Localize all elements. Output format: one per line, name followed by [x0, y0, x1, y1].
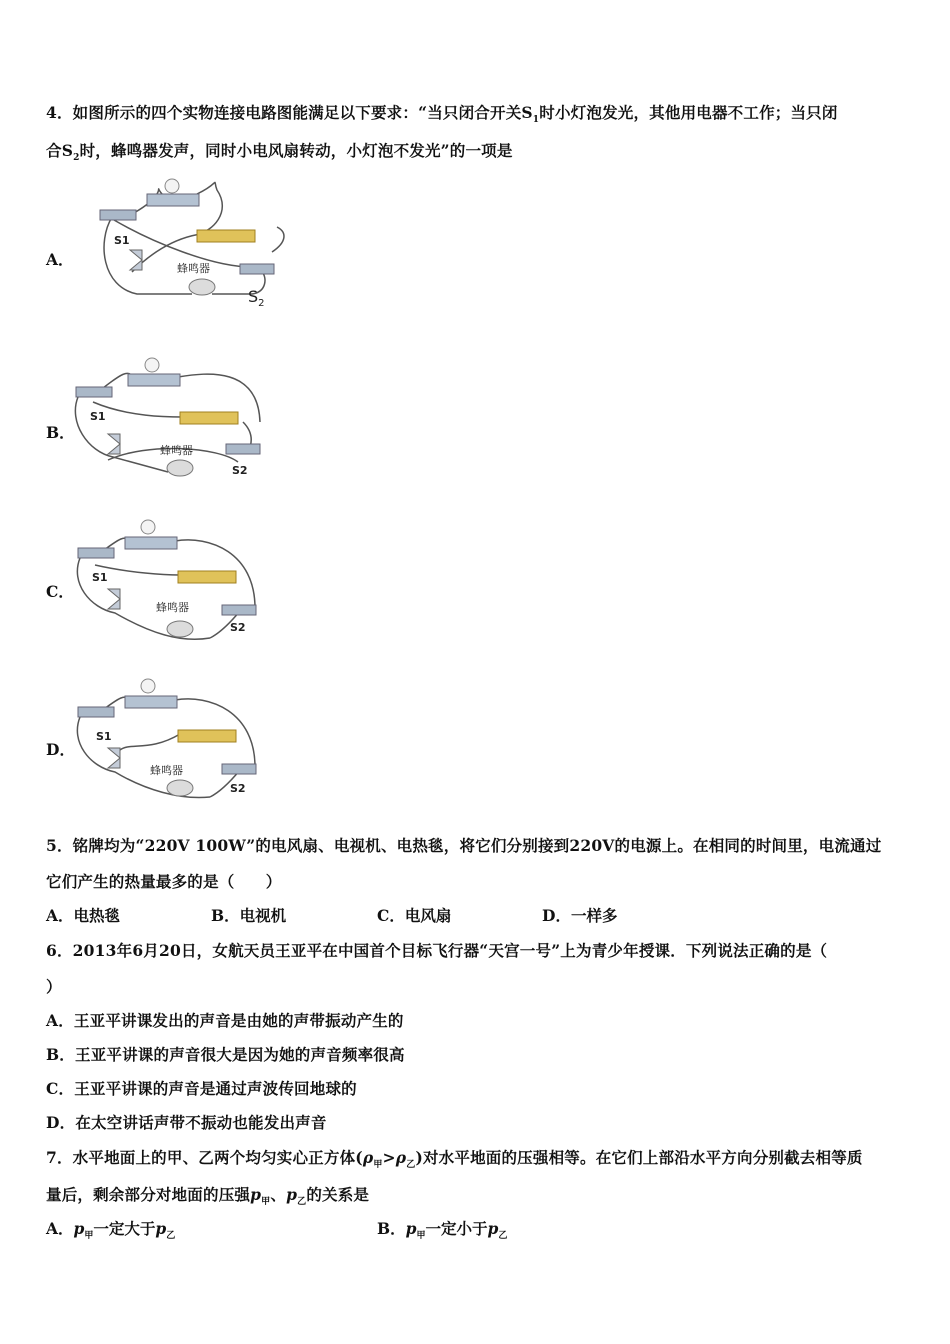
q6-choice-c: C．王亚平讲课的声音是通过声波传回地球的 [46, 1079, 357, 1098]
fan-icon [108, 589, 120, 609]
bulb-icon [145, 358, 159, 372]
bulb-icon [141, 679, 155, 693]
switch-s2-icon [222, 605, 256, 615]
q5-choice-a: A．电热毯 [46, 906, 121, 925]
lamp-base-icon [128, 374, 180, 386]
lamp-base-icon [125, 537, 177, 549]
q4-option-d-label: D． [46, 740, 75, 759]
q4-stem-line2: 合$S_2$时，蜂鸣器发声，同时小电风扇转动，小灯泡不发光”的一项是 [46, 141, 513, 164]
label-buzzer: 蜂鸣器 [177, 262, 210, 275]
buzzer-icon [167, 621, 193, 637]
q4-circuit-diagram-d [70, 672, 270, 807]
lamp-base-icon [147, 194, 199, 206]
label-s2: S2 [230, 621, 246, 634]
q6-choice-b: B．王亚平讲课的声音很大是因为她的声音频率很高 [46, 1045, 405, 1064]
q4-option-b-label: B． [46, 423, 75, 442]
q4-option-a-label: A． [46, 250, 74, 269]
battery-icon [180, 412, 238, 424]
label-s1: S1 [92, 571, 108, 584]
q6-choice-d: D．在太空讲话声带不振动也能发出声音 [46, 1113, 327, 1132]
label-s2: S2 [230, 782, 246, 795]
label-buzzer: 蜂鸣器 [150, 764, 183, 777]
label-buzzer: 蜂鸣器 [160, 444, 193, 457]
switch-s2-icon [226, 444, 260, 454]
buzzer-icon [167, 780, 193, 796]
label-s1: S1 [114, 234, 130, 247]
q6-stem-line1: 6．2013年6月20日，女航天员王亚平在中国首个目标飞行器“天宫一号”上为青少年授课．下列说法正确的是（ [46, 941, 828, 960]
battery-icon [178, 730, 236, 742]
bulb-icon [141, 520, 155, 534]
switch-s2-icon [240, 264, 274, 274]
label-buzzer: 蜂鸣器 [156, 601, 189, 614]
buzzer-icon [167, 460, 193, 476]
label-s1: S1 [90, 410, 106, 423]
lamp-base-icon [125, 696, 177, 708]
bulb-icon [165, 179, 179, 193]
switch-s1-icon [78, 548, 114, 558]
label-s1: S1 [96, 730, 112, 743]
q6-stem-line2: ） [46, 977, 62, 996]
q5-choice-d: D．一样多 [542, 906, 618, 925]
fan-icon [108, 748, 120, 768]
switch-s1-icon [100, 210, 136, 220]
q5-choice-c: C．电风扇 [377, 906, 452, 925]
battery-icon [178, 571, 236, 583]
switch-s2-icon [222, 764, 256, 774]
q6-choice-a: A．王亚平讲课发出的声音是由她的声带振动产生的 [46, 1011, 404, 1030]
q5-stem-line2: 它们产生的热量最多的是（ ） [46, 872, 282, 891]
battery-icon [197, 230, 255, 242]
switch-s1-icon [76, 387, 112, 397]
fan-icon [108, 434, 120, 454]
q4-option-c-label: C． [46, 582, 74, 601]
q4-circuit-diagram-b [68, 352, 268, 482]
q7-stem-line1: 7．水平地面上的甲、乙两个均匀实心正方体$(\rho_甲>\rho_乙)$对水平地面的压强相等。在它们上部沿水平方向分别截去相等质 [46, 1148, 863, 1171]
q7-choice-b: B．$p_甲$一定小于$p_乙$ [377, 1219, 508, 1242]
label-s2: S2 [232, 464, 248, 477]
label-s2: $S_2$ [248, 287, 265, 309]
q4-circuit-diagram-c [70, 513, 270, 648]
q7-stem-line2: 量后，剩余部分对地面的压强$p_甲$、$p_乙$的关系是 [46, 1185, 370, 1208]
q7-choice-a: A．$p_甲$一定大于$p_乙$ [46, 1219, 176, 1242]
q5-choice-b: B．电视机 [211, 906, 287, 925]
q5-stem-line1: 5．铭牌均为“220V 100W”的电风扇、电视机、电热毯，将它们分别接到220V的电源上。在相同的时间里，电流通过 [46, 836, 882, 855]
q4-stem-line1: 4．如图所示的四个实物连接电路图能满足以下要求：“当只闭合开关$S_1$时小灯泡发光，其他用电器不工作；当只闭 [46, 103, 838, 126]
q4-circuit-diagram-a [92, 172, 292, 312]
buzzer-icon [189, 279, 215, 295]
switch-s1-icon [78, 707, 114, 717]
fan-icon [130, 250, 142, 270]
